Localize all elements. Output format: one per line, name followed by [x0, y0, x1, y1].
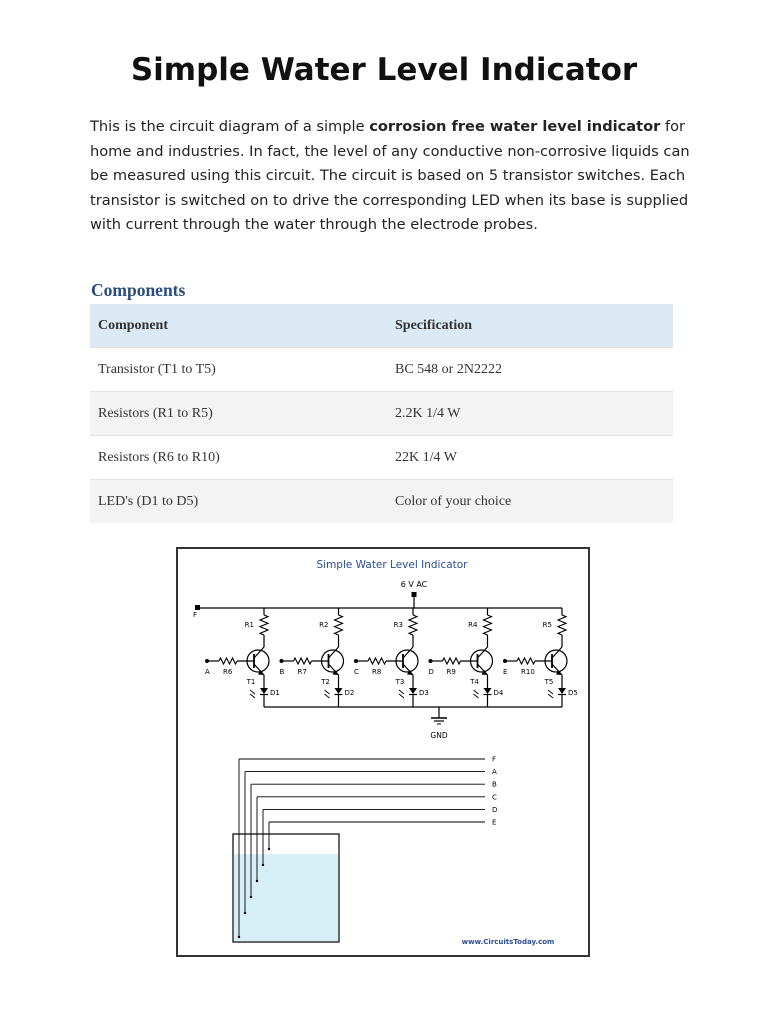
led-symbol [558, 688, 566, 694]
circuit-diagram [178, 549, 588, 955]
table-cell: 2.2K 1/4 W [387, 392, 673, 436]
led-light-ray [548, 694, 553, 698]
led-symbol [409, 688, 417, 694]
base-resistor-label: R6 [223, 668, 233, 676]
diagram-title: Simple Water Level Indicator [316, 559, 468, 571]
table-cell: Color of your choice [387, 480, 673, 524]
water-fill [234, 854, 338, 941]
table-row [90, 392, 673, 436]
collector-resistor-label: R4 [468, 621, 478, 629]
base-resistor-label: R10 [521, 668, 535, 676]
probe-label: E [492, 818, 497, 827]
components-table [90, 304, 673, 523]
supply-label: 6 V AC [400, 580, 428, 589]
collector-resistor-label: R5 [542, 621, 552, 629]
table-row [90, 436, 673, 480]
collector-resistor [260, 615, 268, 635]
led-light-ray [250, 694, 255, 698]
base-probe-label: D [428, 668, 434, 676]
base-resistor [517, 658, 535, 664]
base-probe-label: B [279, 668, 285, 676]
base-resistor [443, 658, 461, 664]
transistor-label: T3 [395, 678, 405, 686]
probe-label: A [492, 768, 497, 777]
probe-tip [244, 912, 246, 914]
base-probe-label: A [205, 668, 210, 676]
transistor-stage [503, 608, 578, 707]
led-light-ray [474, 694, 479, 698]
collector-resistor-label: R3 [393, 621, 403, 629]
probe-label: C [492, 793, 497, 802]
transistor-label: T2 [321, 678, 330, 686]
base-resistor [368, 658, 386, 664]
led-label: D5 [568, 689, 578, 697]
probe-tip [268, 848, 270, 850]
table-row [90, 348, 673, 392]
base-resistor-label: R7 [297, 668, 307, 676]
led-light-ray [325, 694, 330, 698]
probe-tip [238, 936, 240, 938]
table-cell: Resistors (R6 to R10) [90, 436, 387, 480]
table-cell: LED's (D1 to D5) [90, 480, 387, 524]
table-header-row [90, 304, 673, 348]
probe-label: F [492, 755, 497, 764]
led-symbol [260, 688, 268, 694]
transistor-label: T4 [470, 678, 479, 686]
transistor-stage [205, 608, 280, 707]
transistor-stage [429, 608, 504, 707]
transistor-label: T5 [544, 678, 554, 686]
collector-resistor [558, 615, 566, 635]
transistor-stage [280, 608, 355, 707]
led-light-ray [548, 690, 553, 694]
led-light-ray [325, 690, 330, 694]
transistor-stage [354, 608, 429, 707]
probe-f-label: F [193, 611, 198, 619]
collector-resistor [484, 615, 492, 635]
transistor-label: T1 [246, 678, 256, 686]
intro-bold-phrase: corrosion free water level indicator [369, 118, 661, 135]
table-cell: Transistor (T1 to T5) [90, 348, 387, 392]
watermark: www.CircuitsToday.com [461, 938, 555, 946]
table-cell: 22K 1/4 W [387, 436, 673, 480]
table-header-component: Component [90, 304, 387, 348]
table-row [90, 480, 673, 524]
led-symbol [484, 688, 492, 694]
led-label: D3 [419, 689, 429, 697]
collector-resistor [409, 615, 417, 635]
base-resistor [294, 658, 312, 664]
circuit-diagram-figure [176, 547, 590, 957]
base-resistor [219, 658, 237, 664]
collector-resistor-label: R2 [319, 621, 329, 629]
led-symbol [335, 688, 343, 694]
collector-resistor-label: R1 [244, 621, 254, 629]
base-probe-label: E [503, 668, 508, 676]
intro-text-before: This is the circuit diagram of a simple [90, 118, 370, 135]
table-cell: BC 548 or 2N2222 [387, 348, 673, 392]
probe-tip [256, 880, 258, 882]
led-label: D4 [493, 689, 504, 697]
probe-label: D [492, 805, 498, 814]
base-resistor-label: R8 [372, 668, 382, 676]
table-header-specification: Specification [387, 304, 673, 348]
led-light-ray [250, 690, 255, 694]
led-light-ray [399, 690, 404, 694]
base-probe-label: C [354, 668, 359, 676]
probe-label: B [492, 780, 497, 789]
led-label: D2 [344, 689, 355, 697]
collector-resistor [335, 615, 343, 635]
components-heading: Components [91, 280, 186, 300]
probe-tip [250, 896, 252, 898]
ground-label: GND [430, 731, 448, 740]
intro-paragraph [90, 115, 690, 238]
led-label: D1 [270, 689, 280, 697]
supply-rail-terminal [195, 605, 200, 610]
supply-terminal [412, 592, 417, 597]
led-light-ray [399, 694, 404, 698]
led-light-ray [474, 690, 479, 694]
table-cell: Resistors (R1 to R5) [90, 392, 387, 436]
probe-tip [262, 864, 264, 866]
page-title: Simple Water Level Indicator [130, 52, 638, 88]
intro-text-after: for home and industries. In fact, the level of any conductive non-corrosive liquids can be measured using this circuit. The circuit is based on 5 transistor switches. Each transistor is switched on to drive the corresponding LED when its base is supplied with current through the water through the electrode probes. [90, 118, 690, 233]
base-resistor-label: R9 [446, 668, 456, 676]
